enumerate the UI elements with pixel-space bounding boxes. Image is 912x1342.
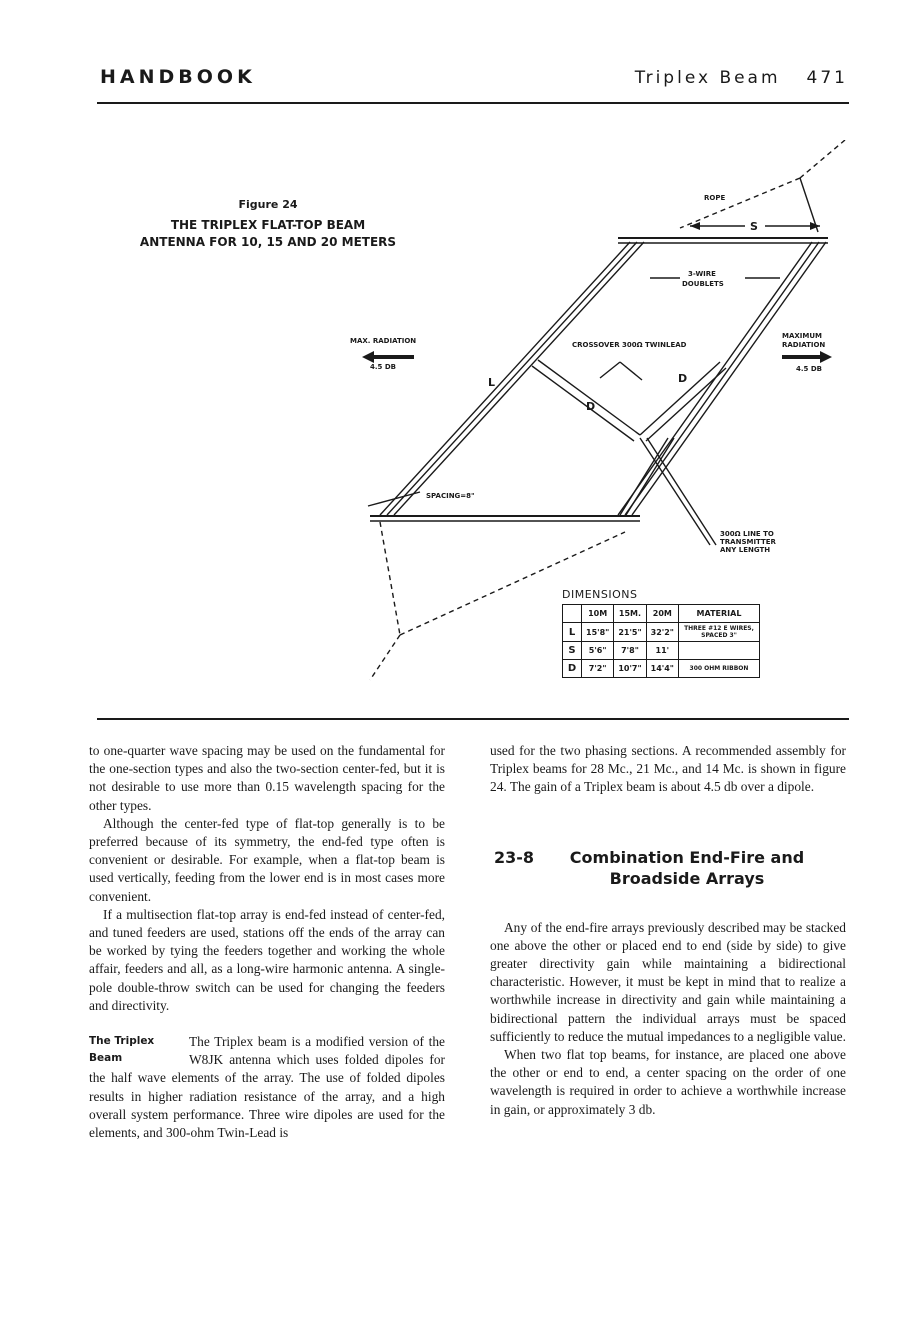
side-heading [89, 1033, 189, 1067]
dimensions-title: DIMENSIONS [562, 588, 638, 601]
max-radiation-arrowhead-right [820, 351, 832, 363]
rope-line-top [800, 140, 845, 178]
label-doublets-2: DOUBLETS [682, 280, 724, 288]
max-radiation-arrow-right [782, 355, 822, 359]
label-crossover: CROSSOVER 300Ω TWINLEAD [572, 341, 687, 349]
dimensions-table-block [562, 588, 760, 678]
label-line-3: ANY LENGTH [720, 546, 771, 554]
label-max-radiation-left: MAX. RADIATION [350, 337, 417, 345]
row-label: S [563, 642, 582, 660]
cell-20m: 14'4" [646, 660, 678, 678]
rope-line-right [800, 178, 818, 232]
label-d1: D [586, 400, 596, 413]
left-element-wire-2 [387, 242, 637, 515]
right-paragraph-1: used for the two phasing sections. A recommended assembly for Triplex beams for 28 Mc., 21 Mc., and 14 Mc. is shown in figure 24. The gain of a Triplex beam is about 4.5 db over a dipole. [490, 743, 846, 795]
cell-material [678, 642, 759, 660]
rope-bottom-tail [370, 635, 400, 680]
cell-material: 300 OHM RIBBON [678, 660, 759, 678]
label-rope: ROPE [704, 194, 726, 202]
max-radiation-arrowhead-left [362, 351, 374, 363]
dimensions-row-s [563, 642, 760, 660]
label-spacing: SPACING=8" [426, 492, 475, 500]
header-rule [97, 102, 849, 104]
feed-cross-b [626, 438, 674, 515]
dimensions-row-l [563, 623, 760, 642]
triplex-beam-paragraph [89, 1033, 445, 1142]
cell-15m: 7'8" [614, 642, 646, 660]
left-paragraph-2: Although the center-fed type of flat-top generally is to be preferred because of its symmetry, the end-fed type often is convenient or desirable. For example, when a flat-top beam is used vertically, feeding from the lower end is in most cases more convenient. [89, 815, 445, 904]
label-l: L [488, 376, 496, 389]
header-cell-blank [563, 605, 582, 623]
label-max-radiation-right-2: RADIATION [782, 341, 826, 349]
dimensions-table [562, 604, 760, 678]
dimensions-header-row [563, 605, 760, 623]
header-cell-material: MATERIAL [678, 605, 759, 623]
feed-cross-a [620, 438, 668, 515]
section-heading [490, 847, 846, 889]
label-max-radiation-right-1: MAXIMUM [782, 332, 823, 340]
left-paragraph-1: to one-quarter wave spacing may be used on the fundamental for the one-section types and also the two-section center-fed, but it is not desirable to use more than 0.15 wavelength spacing for the other types. [89, 743, 445, 813]
section-title: Combination End-Fire and Broadside Arrays [569, 847, 805, 888]
left-paragraph-4: The Triplex beam is a modified version of the W8JK antenna which uses folded dipoles for the half wave elements of the array. The use of folded dipoles results in higher radiation resistance of the array, and a high overall system performance. Three wire dipoles are used for the elements, and 300-ohm Twin-Lead is [89, 1034, 445, 1141]
right-column [490, 742, 846, 1119]
crossover-pointer-right [620, 362, 642, 380]
page-number: 471 [806, 68, 848, 88]
left-element-wire-3 [394, 242, 644, 515]
cell-10m: 15'8" [582, 623, 614, 642]
running-header-left: HANDBOOK [100, 66, 256, 88]
crossover-pointer-left [600, 362, 620, 378]
phasing-line-d1-b [532, 366, 634, 441]
figure-bottom-rule [97, 718, 849, 720]
header-cell-10m: 10M [582, 605, 614, 623]
side-heading-line-1: The Triplex [89, 1035, 155, 1048]
cell-15m: 21'5" [614, 623, 646, 642]
cell-20m: 11' [646, 642, 678, 660]
max-radiation-arrow-left [370, 355, 414, 359]
cell-material: THREE #12 E WIRES, SPACED 3" [678, 623, 759, 642]
left-paragraph-3: If a multisection flat-top array is end-fed instead of center-fed, and tuned feeders are used, stations off the ends of the array can be worked by tying the feeders together and working the whole affair, feeders and all, as a long-wire harmonic antenna. A single-pole double-throw switch can be used for changing the feeders and directivity. [89, 906, 445, 1013]
left-element-wire-1 [380, 242, 630, 515]
right-paragraph-2: Any of the end-fire arrays previously described may be stacked one above the other or placed end to end (side by side) to give greater directivity gain while maintaining a bidirectional characteristic. However, it must be kept in mind that to realize a worthwhile increase in directivity and gain while maintaining a bidirectional pattern the individual arrays must be spaced sufficiently to reduce the mutual impedances to a negligible value. [490, 919, 846, 1044]
rope-line-left [680, 178, 800, 228]
header-cell-15m: 15M. [614, 605, 646, 623]
phasing-line-d1-a [538, 360, 640, 435]
label-doublets-1: 3-WIRE [688, 270, 716, 278]
label-db-left: 4.5 DB [370, 363, 396, 371]
cell-15m: 10'7" [614, 660, 646, 678]
figure-number: Figure 24 [238, 198, 298, 211]
label-line-2: TRANSMITTER [720, 538, 776, 546]
header-cell-20m: 20M [646, 605, 678, 623]
right-element-wire-3 [632, 242, 826, 515]
side-heading-line-2: Beam [89, 1052, 123, 1065]
left-column [89, 742, 445, 1142]
section-number: 23-8 [494, 847, 535, 867]
label-line-1: 300Ω LINE TO [720, 530, 774, 538]
rope-bottom-left [380, 522, 400, 635]
label-s: S [750, 220, 758, 233]
cell-10m: 7'2" [582, 660, 614, 678]
label-d2: D [678, 372, 688, 385]
running-header-title: Triplex Beam [634, 68, 781, 88]
row-label: D [563, 660, 582, 678]
figure-caption: THE TRIPLEX FLAT-TOP BEAM ANTENNA FOR 10, 15 AND 20 METERS [139, 218, 397, 249]
running-header-right [635, 68, 848, 88]
row-label: L [563, 623, 582, 642]
cell-20m: 32'2" [646, 623, 678, 642]
right-paragraph-3: When two flat top beams, for instance, are placed one above the other or end to end, a center spacing on the order of one wavelength is required in order to achieve a worthwhile increase in gain, or approximately 3 db. [490, 1047, 846, 1117]
dimensions-row-d [563, 660, 760, 678]
label-db-right: 4.5 DB [796, 365, 822, 373]
spacing-pointer [368, 492, 420, 506]
cell-10m: 5'6" [582, 642, 614, 660]
